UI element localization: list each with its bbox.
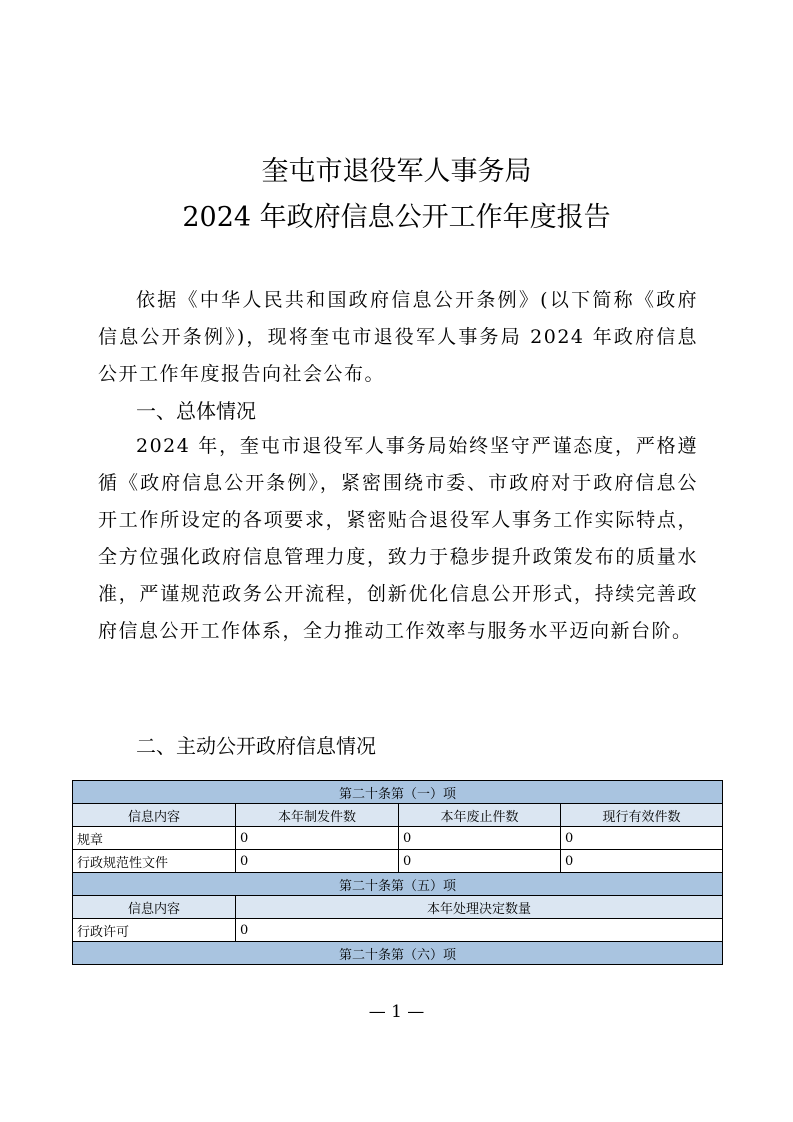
section1-heading: 一、总体情况: [136, 399, 256, 423]
table-row: [73, 942, 723, 965]
article1-title: 第二十条第（一）项: [73, 781, 723, 804]
value-cell: 0: [236, 827, 399, 850]
table-row: [73, 850, 723, 873]
value-cell: 0: [561, 827, 723, 850]
value-cell: 0: [399, 827, 561, 850]
value-cell: 0: [236, 919, 723, 942]
header-cell: 本年废止件数: [399, 804, 561, 827]
table-row: [73, 896, 723, 919]
table-row: [73, 919, 723, 942]
header-cell: 现行有效件数: [561, 804, 723, 827]
row-label: 规章: [73, 827, 236, 850]
value-cell: 0: [561, 850, 723, 873]
section1-body: 2024 年，奎屯市退役军人事务局始终坚守严谨态度，严格遵循《政府信息公开条例》，紧密围绕市委、市政府对于政府信息公开工作所设定的各项要求，紧密贴合退役军人事务工作实际特点，全方位强化政府信息管理力度，致力于稳步提升政策发布的质量水准，严谨规范政务公开流程，创新优化信息公开形式，持续完善政府信息公开工作体系，全力推动工作效率与服务水平迈向新台阶。: [98, 435, 698, 642]
row-label: 行政规范性文件: [73, 850, 236, 873]
doc-title-line2: 2024 年政府信息公开工作年度报告: [182, 202, 611, 233]
value-cell: 0: [399, 850, 561, 873]
header-cell: 本年制发件数: [236, 804, 399, 827]
doc-title-line1: 奎屯市退役军人事务局: [261, 156, 532, 187]
header-cell: 信息内容: [73, 804, 236, 827]
article6-title: 第二十条第（六）项: [73, 942, 723, 965]
header-cell: 信息内容: [73, 896, 236, 919]
row-label: 行政许可: [73, 919, 236, 942]
table-row: [73, 804, 723, 827]
page-number: — 1 —: [368, 1002, 425, 1022]
table-row: [73, 827, 723, 850]
intro-paragraph: 依据《中华人民共和国政府信息公开条例》(以下简称《政府信息公开条例》)，现将奎屯市退役军人事务局 2024 年政府信息公开工作年度报告向社会公布。: [98, 289, 698, 385]
header-cell: 本年处理决定数量: [236, 896, 723, 919]
disclosure-table: [72, 780, 723, 965]
value-cell: 0: [236, 850, 399, 873]
section2-heading: 二、主动公开政府信息情况: [136, 734, 376, 758]
table-row: [73, 873, 723, 896]
article5-title: 第二十条第（五）项: [73, 873, 723, 896]
table-row: [73, 781, 723, 804]
